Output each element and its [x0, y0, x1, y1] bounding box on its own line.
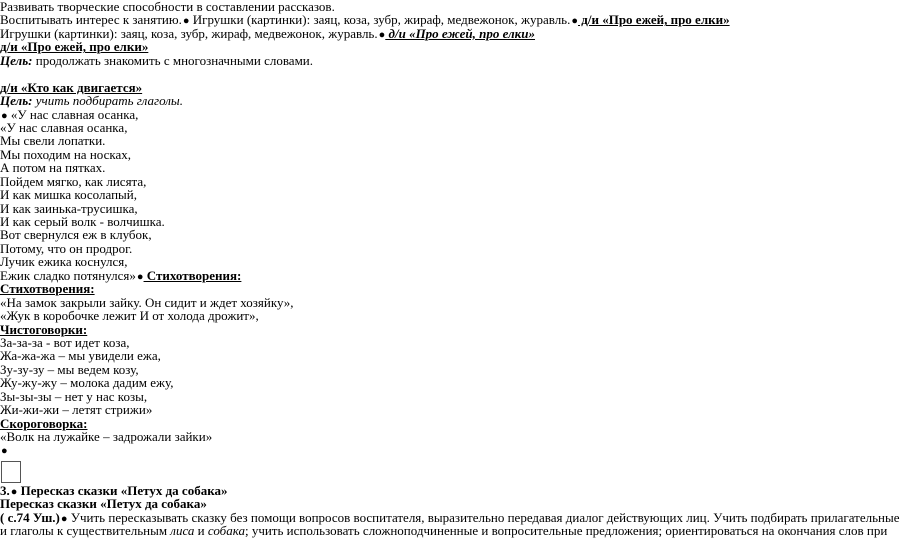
section-heading: Стихотворения: [143, 267, 242, 283]
bullet-icon: ● [378, 28, 386, 41]
empty-image-placeholder [1, 461, 21, 483]
section-heading: Пересказ сказки «Петух да собака» [0, 496, 207, 512]
goal-label: Цель: [0, 93, 33, 109]
text-line: Цель: продолжать знакомить с многозначными словами. [0, 52, 313, 68]
game-heading-link: д/и «Про ежей, про елки» [578, 12, 730, 28]
goal-label: Цель: [0, 52, 33, 68]
poem-line: И как мишка косолапый, [0, 187, 137, 203]
poem-line: «На замок закрыли зайку. Он сидит и ждет хозяйку», [0, 294, 294, 310]
text-line: Развивать творческие способности в составлении рассказов. [0, 0, 335, 14]
text-line [0, 443, 816, 456]
bullet-icon: ● [136, 270, 144, 283]
section-heading: Стихотворения: [0, 281, 95, 297]
bullet-icon: ● [1, 109, 8, 122]
text-line: Цель: учить подбирать глаголы. [0, 93, 183, 109]
poem-line: Жа-жа-жа – мы увидели ежа, [0, 348, 161, 364]
poem-line: Потому, что он продрог. [0, 240, 133, 256]
bullet-icon: ● [182, 15, 190, 28]
poem-line: Пойдем мягко, как лисята, [0, 173, 147, 189]
poem-line: Вот свернулся еж в клубок, [0, 227, 152, 243]
poem-line: За-за-за - вот идет коза, [0, 334, 130, 350]
bullet-icon: ● [571, 15, 579, 28]
text-line: 3.● Пересказ сказки «Петух да собака» [0, 482, 228, 498]
poem-line: «Волк на лужайке – задрожали зайки» [0, 429, 213, 444]
bullet-icon: ● [60, 512, 68, 525]
blank-line [0, 470, 816, 483]
game-heading: д/и «Про ежей, про елки» [0, 39, 149, 55]
source-reference: ( с.74 Уш.) [0, 509, 60, 525]
poem-line: Жу-жу-жу – молока дадим ежу, [0, 375, 174, 391]
blank-line [0, 457, 816, 470]
poem-line: «У нас славная осанка, [0, 119, 128, 135]
text-line: и глаголы к существительным лиса и собака; учить использовать сложноподчиненные и вопросительные предложения; ориентироваться на окончания слов при [0, 523, 888, 538]
poem-line: Зу-зу-зу – мы ведем козу, [0, 361, 139, 377]
poem-line: И как серый волк - волчишка. [0, 214, 165, 229]
section-heading: Скороговорка: [0, 415, 88, 431]
poem-line: Жи-жи-жи – летят стрижи» [0, 402, 153, 418]
text-line: Игрушки (картинки): заяц, коза, зубр, жираф, медвежонок, журавль.● д/и «Про ежей, про елки» [0, 25, 536, 41]
game-heading: д/и «Про ежей, про елки» [385, 25, 536, 41]
poem-line: Зы-зы-зы – нет у нас козы, [0, 388, 148, 404]
text-line: Воспитывать интерес к занятию.● Игрушки (картинки): заяц, коза, зубр, жираф, медвежонок, журавль.● д/и «Про ежей, про елки» [0, 12, 730, 28]
text-line: ● «У нас славная осанка, [1, 106, 139, 122]
bullet-icon: ● [10, 485, 18, 498]
poem-line: Мы походим на носках, [0, 146, 132, 162]
poem-line: И как заинька-трусишка, [0, 200, 138, 216]
text-line: Ежик сладко потянулся»● Стихотворения: [0, 267, 242, 283]
bullet-icon: ● [1, 445, 8, 458]
poem-line: А потом на пятках. [0, 160, 106, 176]
blank-line [0, 67, 816, 80]
poem-line: Мы свели лопатки. [0, 133, 106, 149]
text-line: ( с.74 Уш.)● Учить пересказывать сказку без помощи вопросов воспитателя, выразительно передавая диалог действующих лиц. Учить подбирать прилагательные [0, 509, 900, 525]
poem-line: Лучик ежика коснулся, [0, 254, 128, 270]
poem-line: «Жук в коробочке лежит И от холода дрожит», [0, 308, 259, 324]
section-heading: Чистоговорки: [0, 321, 88, 337]
game-heading: д/и «Кто как двигается» [0, 79, 143, 95]
